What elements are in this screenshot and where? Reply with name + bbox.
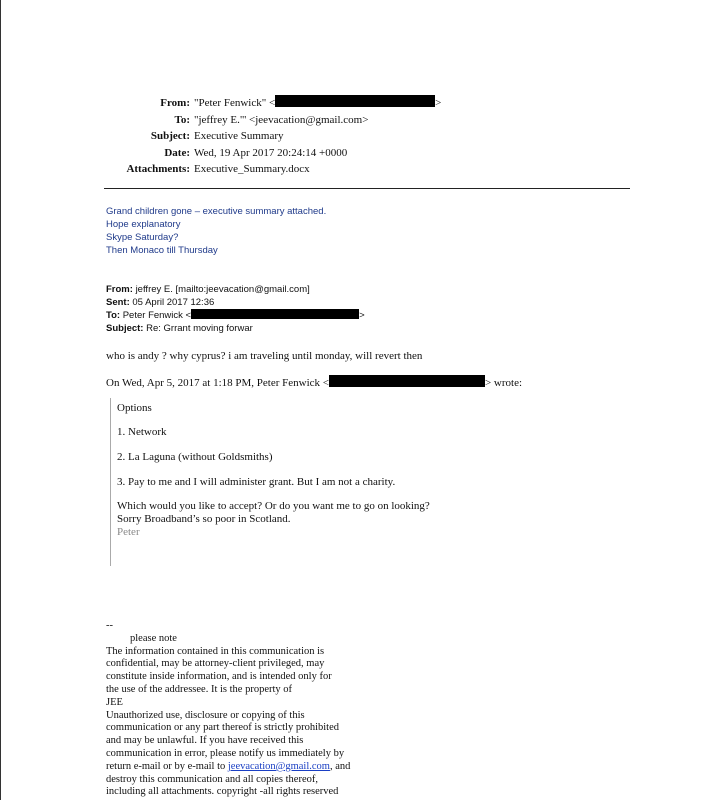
fwd-to-row xyxy=(106,309,365,323)
sig-text: return e-mail or by e-mail to xyxy=(106,760,228,772)
subject-label: Subject: xyxy=(150,130,190,142)
sig-line: confidential, may be attorney-client privileged, may xyxy=(106,658,325,670)
quote-item-3: 3. Pay to me and I will administer grant. But I am not a charity. xyxy=(117,476,396,488)
quote-item-2: 2. La Laguna (without Goldsmiths) xyxy=(117,451,273,463)
from-tail: > xyxy=(435,97,442,109)
quote-options: Options xyxy=(117,402,152,414)
sig-line: and may be unlawful. If you have received this xyxy=(106,735,304,747)
jeffrey-reply: who is andy ? why cyprus? i am traveling until monday, will revert then xyxy=(106,350,423,362)
redaction-bar xyxy=(275,95,435,107)
disclaimer xyxy=(106,620,350,799)
email-link[interactable]: jeevacation@gmail.com xyxy=(227,760,330,772)
sig-line: JEE xyxy=(106,696,123,708)
sig-line: communication in error, please notify us immediately by xyxy=(106,747,345,759)
page-left-border xyxy=(0,0,1,800)
fwd-to-label: To: xyxy=(106,310,121,321)
quote-sorry: Sorry Broadband’s so poor in Scotland. xyxy=(117,513,291,525)
header-date-row xyxy=(100,145,441,162)
date-value: Wed, 19 Apr 2017 20:24:14 +0000 xyxy=(194,146,348,159)
header-subject-row xyxy=(100,128,441,145)
quote-question: Which would you like to accept? Or do you want me to go on looking? xyxy=(117,500,430,512)
fwd-sent-value: 05 April 2017 12:36 xyxy=(132,296,215,308)
header-to-row xyxy=(100,112,441,129)
quote-intro-tail: > wrote: xyxy=(484,377,523,389)
fwd-from-value: jeffrey E. [mailto:jeevacation@gmail.com] xyxy=(135,284,310,295)
header-from-row xyxy=(100,95,441,112)
redaction-bar xyxy=(329,375,485,387)
header-divider xyxy=(104,188,630,189)
redaction-bar xyxy=(191,309,359,319)
quote-sign: Peter xyxy=(117,526,140,538)
from-value: "Peter Fenwick" < xyxy=(194,97,276,109)
fwd-subject-label: Subject: xyxy=(106,322,144,334)
reply-line: Then Monaco till Thursday xyxy=(106,245,218,256)
sig-note: please note xyxy=(130,632,177,644)
sig-line: destroy this communication and all copies thereof, xyxy=(106,773,318,785)
fwd-sent-label: Sent: xyxy=(106,296,130,308)
sig-line: communication or any part thereof is strictly prohibited xyxy=(106,722,339,734)
fwd-subject-value: Re: Grrant moving forwar xyxy=(146,322,253,334)
quote-intro xyxy=(106,375,522,389)
fwd-from-row xyxy=(106,284,365,297)
to-value: "jeffrey E."' <jeevacation@gmail.com> xyxy=(194,113,369,126)
fwd-from-label: From: xyxy=(106,284,133,295)
email-header xyxy=(100,95,441,178)
fwd-subject-row xyxy=(106,323,365,336)
fwd-sent-row xyxy=(106,297,365,310)
header-attachments-row xyxy=(100,161,441,178)
fwd-to-value: Peter Fenwick < xyxy=(122,310,192,321)
forwarded-header xyxy=(106,284,365,335)
sig-line: including all attachments. copyright -all rights reserved xyxy=(106,786,339,798)
reply-body xyxy=(106,205,326,257)
date-label: Date: xyxy=(164,146,190,159)
sig-dashes: -- xyxy=(106,620,113,631)
quote-intro-text: On Wed, Apr 5, 2017 at 1:18 PM, Peter Fenwick < xyxy=(106,377,329,389)
attachments-label: Attachments: xyxy=(126,163,190,175)
sig-text: , and xyxy=(329,760,351,772)
fwd-to-tail: > xyxy=(359,310,365,321)
sig-line: the use of the addressee. It is the property of xyxy=(106,683,293,695)
quote-bar xyxy=(110,398,111,566)
to-label: To: xyxy=(174,113,190,126)
sig-line: Unauthorized use, disclosure or copying of this xyxy=(106,709,305,721)
reply-line: Skype Saturday? xyxy=(106,232,179,243)
quote-item-1: 1. Network xyxy=(117,426,167,438)
subject-value: Executive Summary xyxy=(194,130,284,142)
from-label: From: xyxy=(160,97,190,109)
sig-line: constitute inside information, and is intended only for xyxy=(106,671,332,683)
sig-line xyxy=(106,761,350,774)
reply-line: Hope explanatory xyxy=(106,219,181,230)
sig-line: The information contained in this communication is xyxy=(106,645,325,657)
attachments-value: Executive_Summary.docx xyxy=(194,163,310,175)
reply-line: Grand children gone – executive summary attached. xyxy=(106,206,327,217)
